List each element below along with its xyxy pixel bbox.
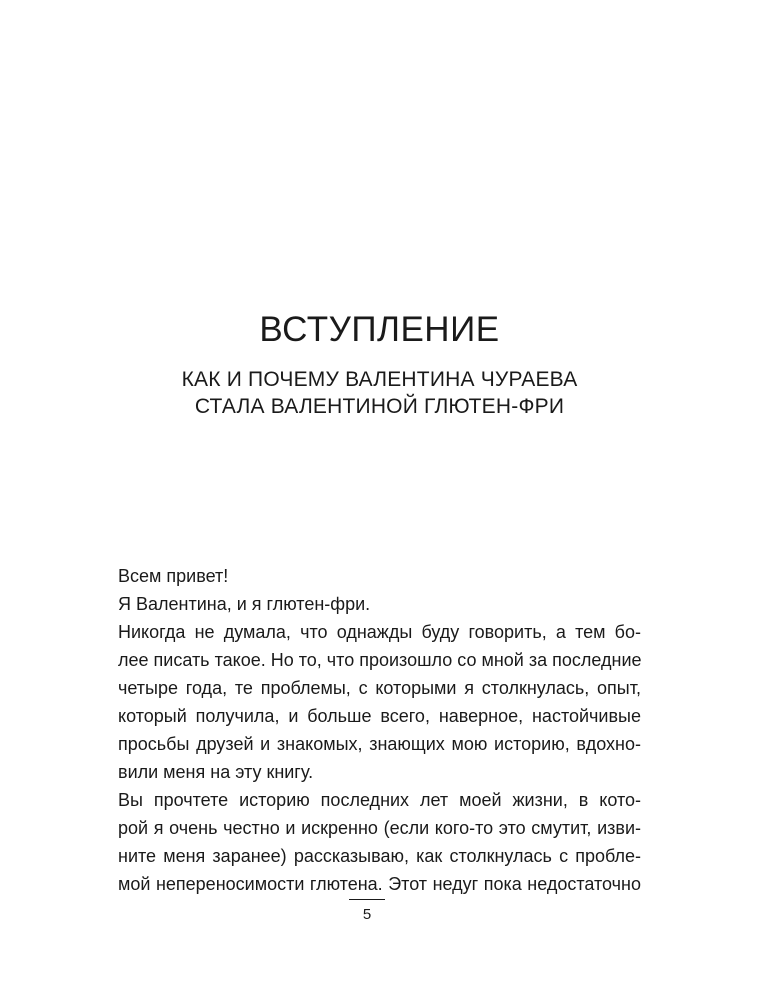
- paragraph-line: лее писать такое. Но то, что произошло со мной за последние: [118, 650, 642, 670]
- chapter-subtitle-line-1: КАК И ПОЧЕМУ ВАЛЕНТИНА ЧУРАЕВА: [181, 368, 578, 391]
- paragraph-4: [118, 786, 641, 898]
- paragraph-line: вили меня на эту книгу.: [118, 762, 314, 782]
- chapter-subtitle: [0, 366, 759, 420]
- body-text: [118, 562, 641, 898]
- chapter-title: ВСТУПЛЕНИЕ: [259, 310, 500, 349]
- paragraph-line: Вы прочтете историю последних лет моей жизни, в кото-: [118, 790, 641, 810]
- paragraph-line: просьбы друзей и знакомых, знающих мою историю, вдохно-: [118, 734, 641, 754]
- paragraph-line: мой непереносимости глютена. Этот недуг пока недостаточно: [118, 874, 641, 894]
- paragraph-line: Никогда не думала, что однажды буду говорить, а тем бо-: [118, 622, 641, 642]
- paragraph-line: ните меня заранее) рассказываю, как столкнулась с пробле-: [118, 846, 641, 866]
- page-number: 5: [362, 906, 372, 923]
- paragraph-line: четыре года, те проблемы, с которыми я столкнулась, опыт,: [118, 678, 641, 698]
- paragraph-intro: Я Валентина, и я глютен-фри.: [118, 594, 371, 614]
- paragraph-line: рой я очень честно и искренно (если кого-то это смутит, изви-: [118, 818, 641, 838]
- paragraph-line: который получила, и больше всего, наверное, настойчивые: [118, 706, 641, 726]
- footer-divider: [349, 899, 385, 900]
- chapter-subtitle-line-2: СТАЛА ВАЛЕНТИНОЙ ГЛЮТЕН-ФРИ: [194, 395, 565, 418]
- paragraph-3: [118, 618, 641, 786]
- paragraph-greeting: Всем привет!: [118, 566, 229, 586]
